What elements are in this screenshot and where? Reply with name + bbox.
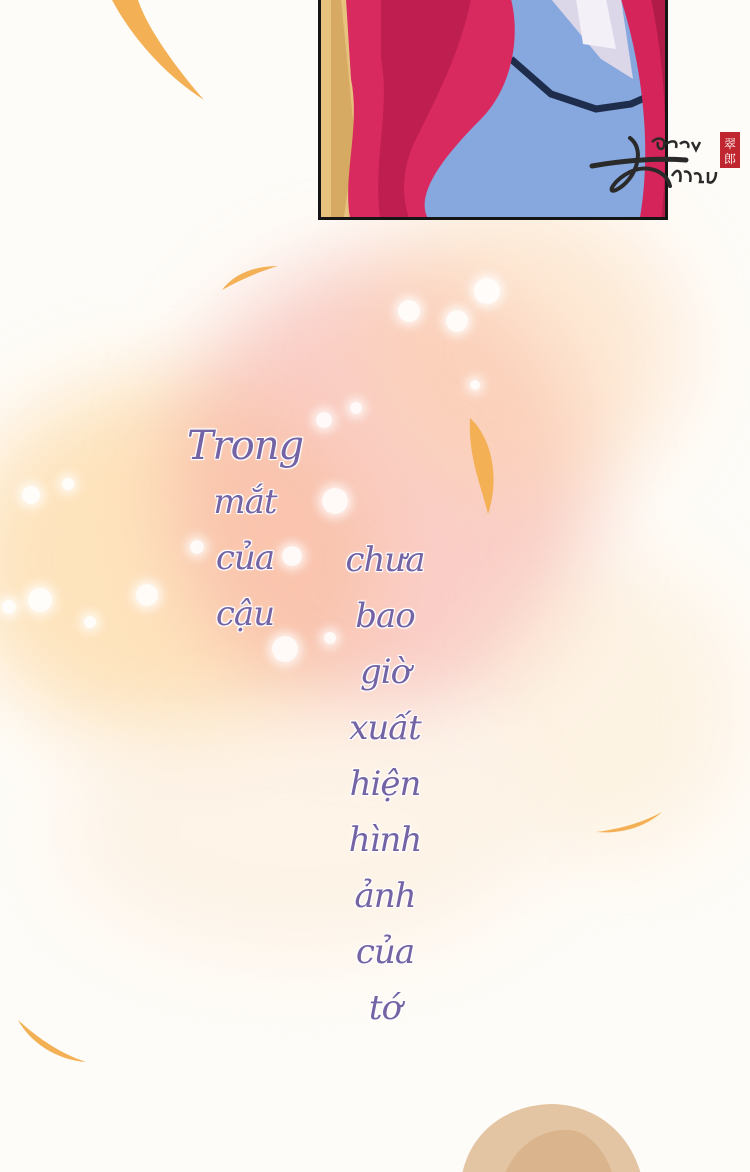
narration-word: ảnh — [354, 876, 416, 916]
sparkle — [350, 402, 362, 414]
sparkle — [474, 278, 500, 304]
narration-word: hình — [348, 820, 422, 860]
sparkle — [84, 616, 96, 628]
petal-icon — [220, 262, 280, 292]
sparkle — [398, 300, 420, 322]
narration-word: bao — [355, 596, 415, 636]
sparkle — [322, 488, 348, 514]
narration-word: giờ — [359, 652, 411, 692]
sparkle — [446, 310, 468, 332]
narration-word: cậu — [215, 594, 275, 634]
background-glow-peach — [360, 200, 680, 500]
svg-text:郎: 郎 — [723, 152, 737, 166]
background-glow-lower — [60, 700, 540, 960]
sparkle — [22, 486, 40, 504]
sparkle — [470, 380, 480, 390]
narration-word: tớ — [368, 988, 402, 1028]
sparkle — [136, 584, 158, 606]
sparkle — [28, 588, 52, 612]
scanlation-logo-icon — [586, 130, 746, 210]
petal-icon — [108, 0, 208, 104]
narration-word: của — [355, 932, 415, 972]
sparkle — [316, 412, 332, 428]
narration-column-left — [180, 418, 310, 642]
narration-word: chưa — [345, 540, 425, 580]
narration-word: hiện — [349, 764, 421, 804]
sparkle — [2, 600, 16, 614]
narration-word: của — [215, 538, 275, 578]
petal-icon — [594, 810, 664, 836]
narration-word: mắt — [213, 482, 277, 522]
petal-icon — [16, 1018, 88, 1066]
character-hair-illustration — [440, 1098, 650, 1172]
narration-column-right — [330, 532, 440, 1036]
sparkle — [62, 478, 74, 490]
petal-icon — [462, 418, 502, 518]
narration-word: Trong — [186, 423, 304, 469]
narration-word: xuất — [349, 708, 421, 748]
svg-text:翠: 翠 — [723, 137, 737, 151]
